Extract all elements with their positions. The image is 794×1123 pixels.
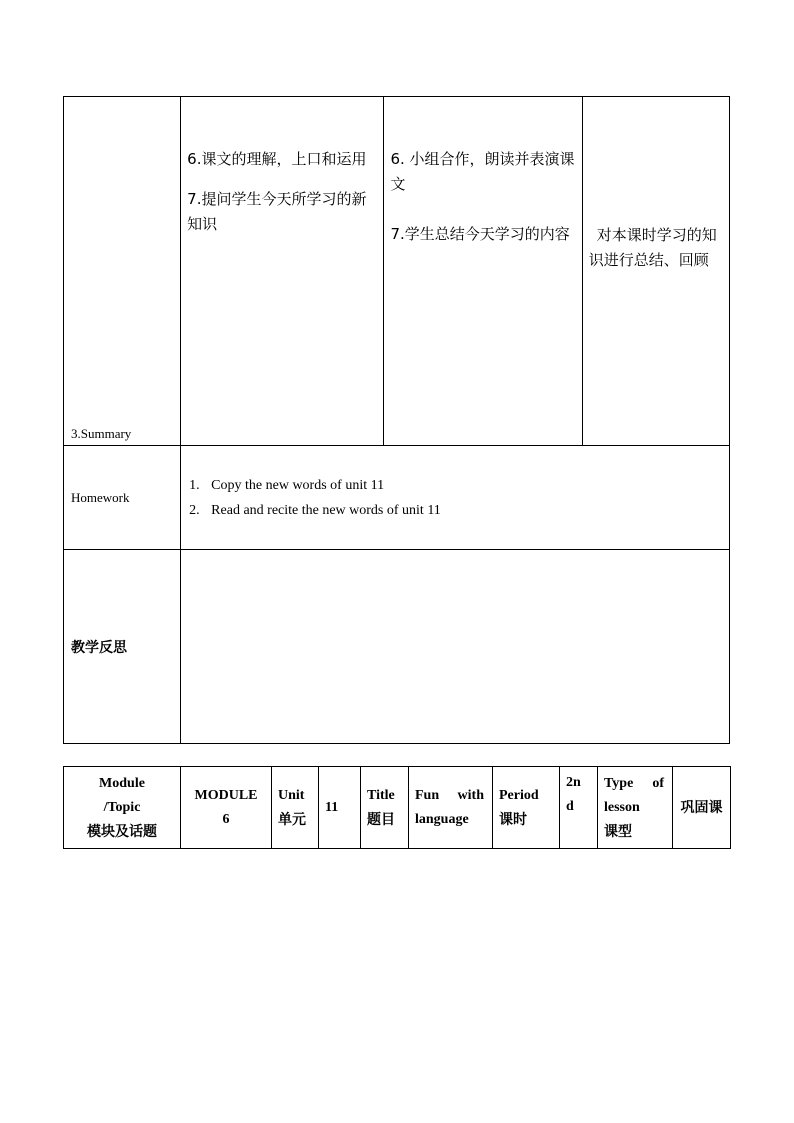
unit-value: 11 — [325, 799, 339, 815]
reflection-content-cell — [181, 550, 730, 744]
type-label-cell — [598, 767, 673, 849]
title-label-cell — [361, 767, 409, 849]
period-value-cell — [560, 767, 598, 849]
unit-label-en: Unit — [278, 787, 305, 803]
module-label-en: Module — [99, 775, 145, 791]
homework-list — [181, 473, 729, 523]
student-activity-cell — [384, 97, 582, 446]
period-value-2: d — [566, 799, 574, 814]
summary-label-cell — [64, 97, 181, 446]
teacher-step-6: 6.课文的理解，上口和运用 — [187, 150, 367, 168]
reflection-label-cell — [64, 550, 181, 744]
title-label-en: Title — [367, 787, 395, 803]
homework-row — [64, 446, 730, 550]
homework-content-cell — [181, 446, 730, 550]
title-value-cell — [409, 767, 493, 849]
module-value: MODULE — [194, 787, 258, 803]
summary-purpose: 对本课时学习的知识进行总结、回顾 — [588, 226, 717, 269]
period-value-1: 2n — [566, 775, 581, 790]
purpose-cell — [582, 97, 729, 446]
period-label-zh: 课时 — [499, 811, 527, 828]
header-row — [64, 767, 731, 849]
reflection-label: 教学反思 — [71, 639, 127, 656]
type-label-zh: 课型 — [604, 823, 632, 840]
module-value-num: 6 — [222, 811, 230, 827]
homework-item-1: 1. Copy the new words of unit 11 — [189, 477, 385, 493]
period-label-cell — [493, 767, 560, 849]
title-value-line2: language — [415, 811, 469, 827]
summary-label: 3.Summary — [71, 426, 132, 441]
type-value-cell — [673, 767, 731, 849]
lesson-header-table — [63, 766, 731, 849]
module-label-zh: 模块及话题 — [87, 823, 157, 840]
title-label-zh: 题目 — [367, 811, 395, 828]
unit-value-cell — [319, 767, 361, 849]
unit-label-cell — [272, 767, 319, 849]
module-value-cell — [181, 767, 272, 849]
student-step-7: 7.学生总结今天学习的内容 — [390, 225, 570, 243]
teacher-activity-cell — [181, 97, 384, 446]
teacher-step-7: 7.提问学生今天所学习的新知识 — [187, 190, 367, 233]
period-label-en: Period — [499, 787, 539, 803]
reflection-row — [64, 550, 730, 744]
title-value-line1: Fun with — [415, 787, 484, 803]
homework-label: Homework — [71, 489, 130, 505]
module-label-cell — [64, 767, 181, 849]
type-label-line1: Type of — [604, 775, 664, 791]
type-label-line2: lesson — [604, 799, 640, 815]
unit-label-zh: 单元 — [278, 811, 306, 828]
student-step-6: 6. 小组合作，朗读并表演课文 — [390, 150, 575, 193]
homework-label-cell — [64, 446, 181, 550]
module-label-topic: /Topic — [103, 799, 141, 815]
summary-row — [64, 97, 730, 446]
lesson-plan-table — [63, 96, 730, 744]
type-value: 巩固课 — [680, 799, 723, 816]
homework-item-2: 2. Read and recite the new words of unit 11 — [189, 502, 441, 518]
